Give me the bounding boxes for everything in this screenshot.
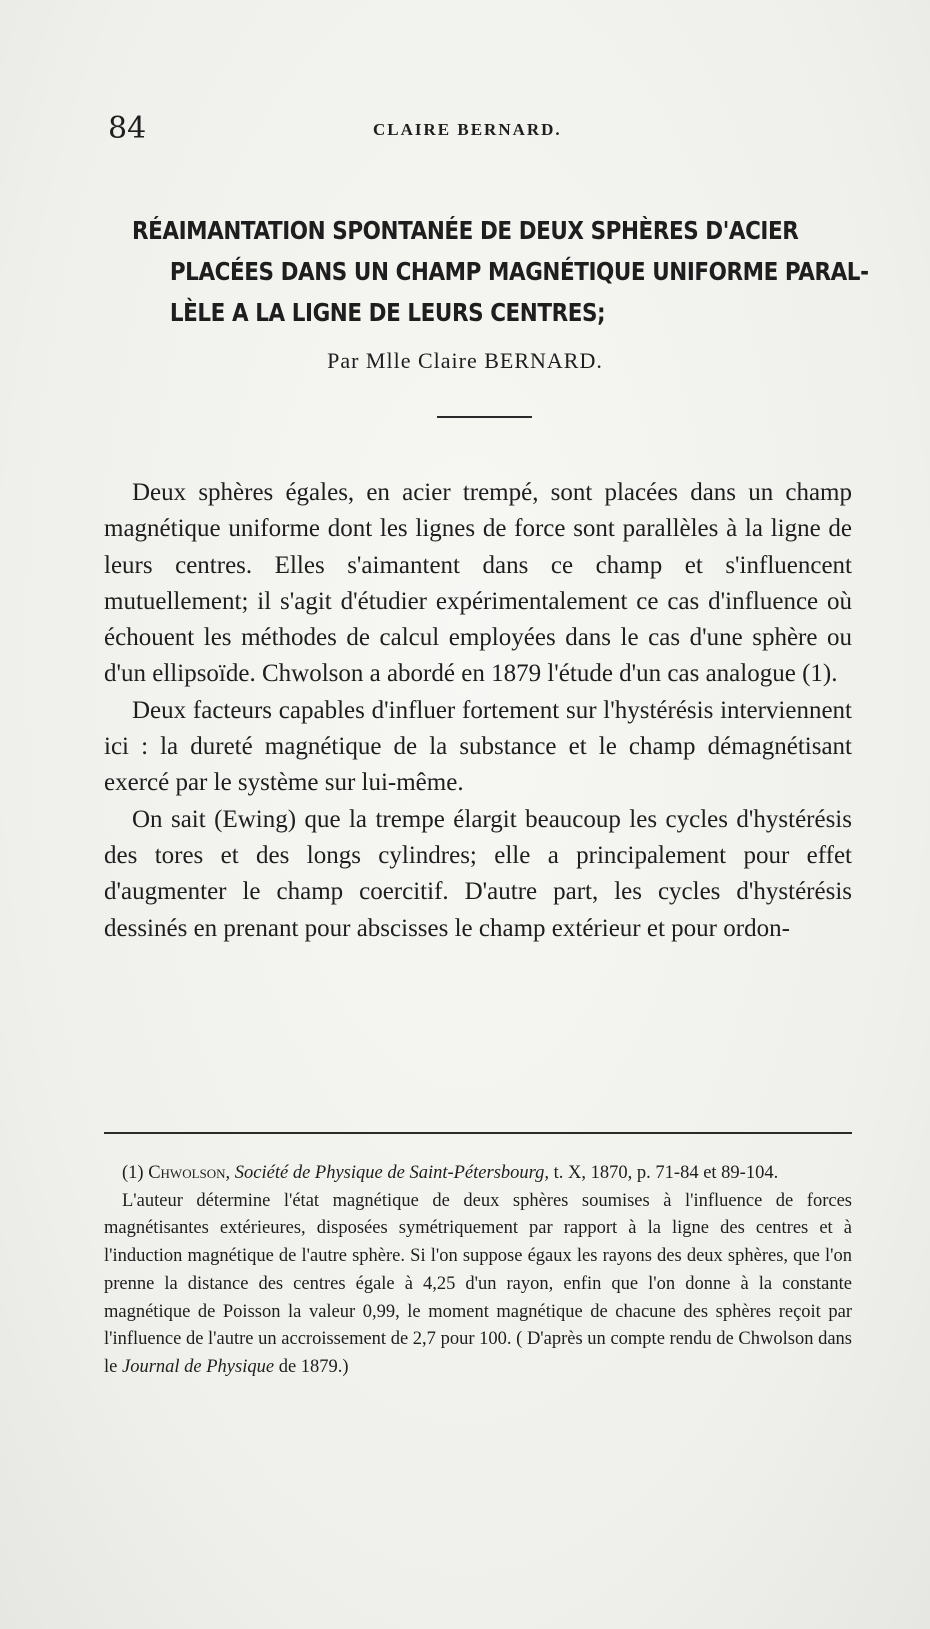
body-text — [104, 475, 852, 947]
title-line-2: PLACÉES DANS UN CHAMP MAGNÉTIQUE UNIFORME PARAL- — [169, 257, 869, 286]
paragraph-2: Deux facteurs capables d'influer fortement sur l'hystérésis interviennent ici : la dureté magnétique de la substance et le champ démagnétisant exercé par le système sur lui-même. — [104, 696, 852, 797]
author-byline: Par Mlle Claire BERNARD. — [327, 348, 603, 373]
footnote-divider — [104, 1132, 852, 1134]
footnote-reference — [104, 1160, 852, 1188]
footnote-marker: (1) — [122, 1163, 144, 1183]
paragraph-3: On sait (Ewing) que la trempe élargit beaucoup les cycles d'hystérésis des tores et des longs cylindres; elle a principalement pour effet d'augmenter le champ coercitif. D'autre part, les cycles d'hystérésis dessinés en prenant pour abscisses le champ extérieur et pour ordon- — [104, 805, 852, 942]
footnote-summary-journal: Journal de Physique — [121, 1356, 275, 1377]
footnote — [104, 1160, 852, 1382]
footnote-author: Chwolson, — [148, 1163, 231, 1183]
footnote-summary-end: de 1879.) — [278, 1356, 349, 1377]
paragraph-1: Deux sphères égales, en acier trempé, sont placées dans un champ magnétique uniforme dont les lignes de force sont parallèles à la ligne de leurs centres. Elles s'aimantent dans ce champ et s'influencent mutuellement; il s'agit d'étudier expérimentalement ce cas d'influence où échouent les méthodes de calcul employées dans le cas d'une sphère ou d'un ellipsoïde. Chwolson a abordé en 1879 l'étude d'un cas analogue (1). — [104, 479, 852, 688]
title-divider — [437, 416, 532, 418]
running-head: CLAIRE BERNARD. — [373, 120, 562, 139]
footnote-summary-text: L'auteur détermine l'état magnétique de deux sphères soumises à l'influence de forces magnétisantes extérieures, disposées symétriquement par rapport à la ligne des centres et à l'induction magnétique de l'autre sphère. Si l'on suppose égaux les rayons des deux sphères, que l'on prenne la distance des centres égale à 4,25 d'un rayon, enfin que l'on donne à la constante magnétique de Poisson la valeur 0,99, le moment magnétique de chacune des sphères reçoit par l'influence de l'autre un accroissement de 2,7 pour 100. ( D'après un compte rendu de Chwolson dans le — [104, 1190, 852, 1377]
title-line-1: RÉAIMANTATION SPONTANÉE DE DEUX SPHÈRES D'ACIER — [132, 216, 799, 245]
article-title — [132, 210, 869, 333]
page-header — [108, 112, 852, 152]
footnote-journal: Société de Physique de Saint-Pétersbourg, — [234, 1163, 550, 1183]
footnote-summary — [104, 1188, 852, 1382]
title-line-3: LÈLE A LA LIGNE DE LEURS CENTRES; — [169, 298, 606, 327]
page-number: 84 — [108, 111, 147, 146]
footnote-ref-details: t. X, 1870, p. 71-84 et 89-104. — [553, 1163, 779, 1183]
